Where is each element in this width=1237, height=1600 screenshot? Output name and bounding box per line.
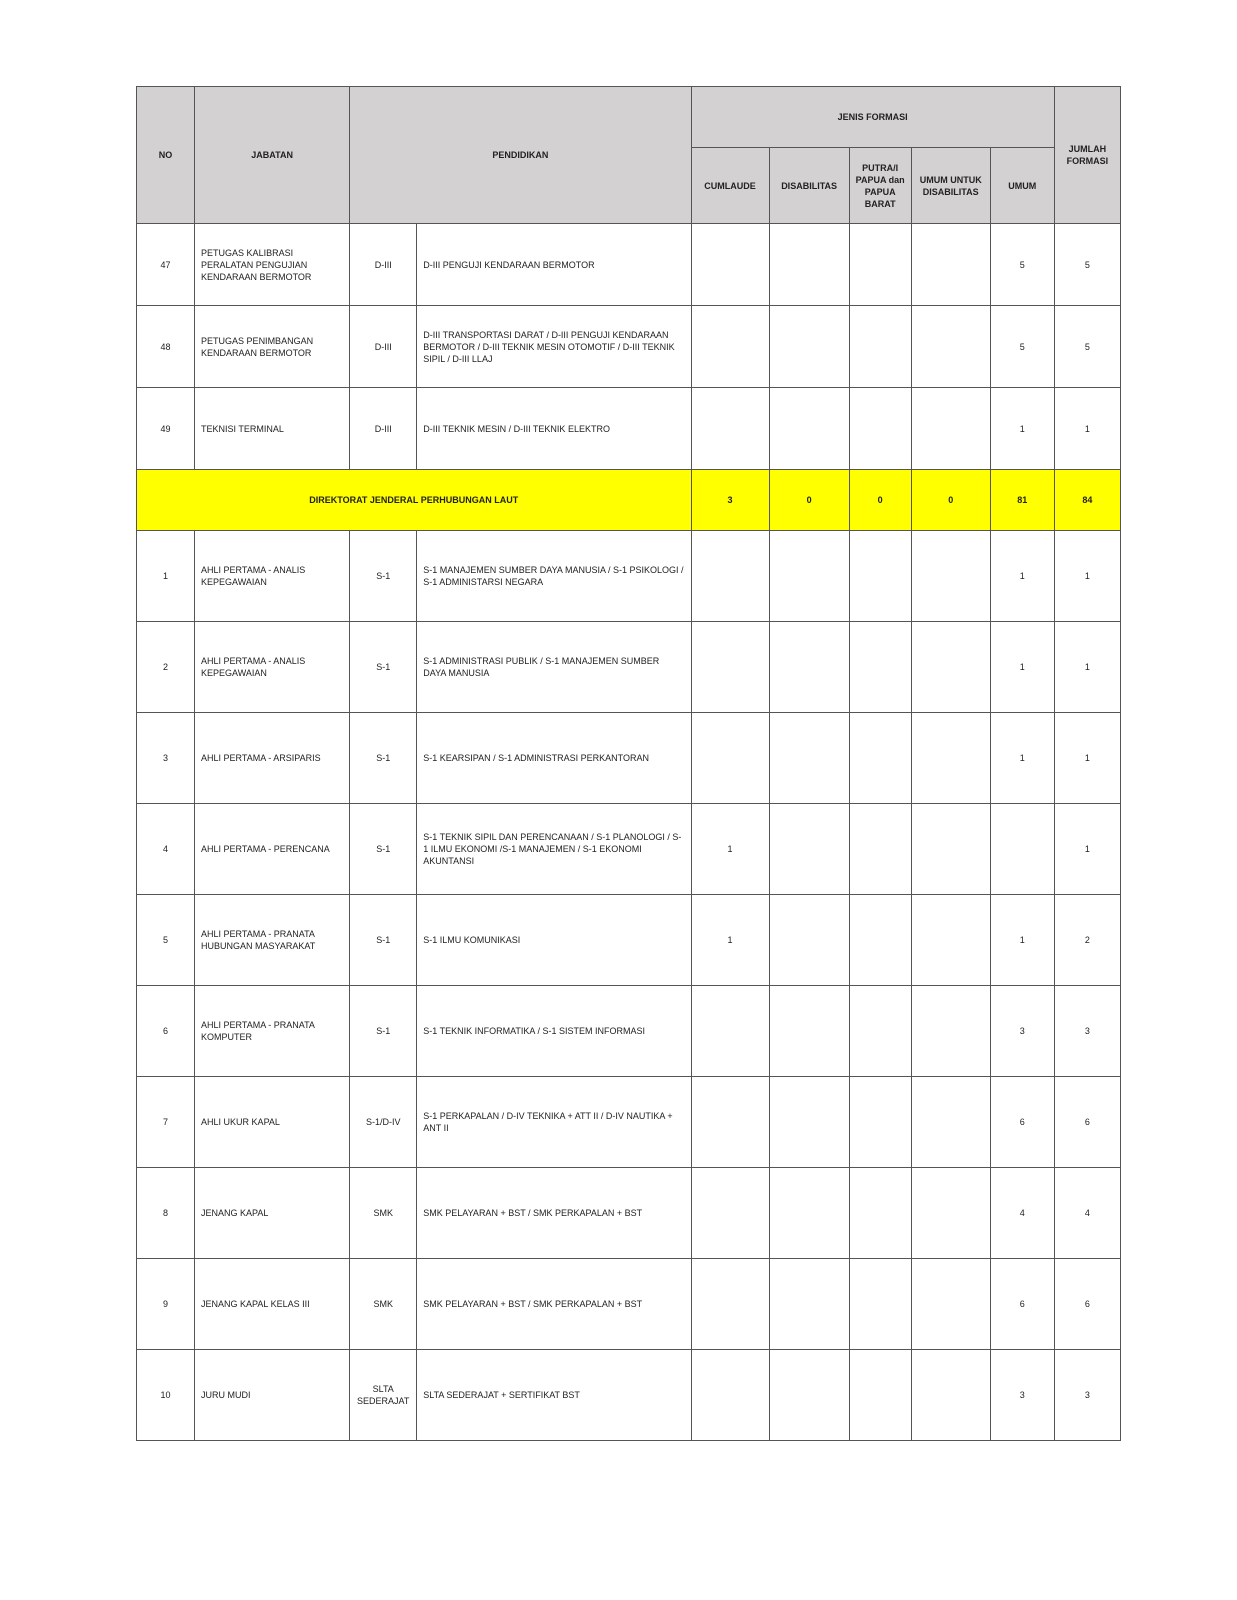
cell-papua (849, 804, 911, 895)
cell-disabilitas (769, 895, 849, 986)
header-jenis-formasi: JENIS FORMASI (691, 87, 1054, 148)
cell-papua (849, 622, 911, 713)
cell-disabilitas (769, 531, 849, 622)
cell-jabatan: JURU MUDI (195, 1350, 350, 1441)
cell-umum-disabilitas (911, 531, 990, 622)
cell-jenjang: S-1 (350, 986, 417, 1077)
cell-umum-disabilitas (911, 306, 990, 388)
directorate-papua: 0 (849, 470, 911, 531)
cell-pendidikan: S-1 MANAJEMEN SUMBER DAYA MANUSIA / S-1 PSIKOLOGI / S-1 ADMINISTARSI NEGARA (417, 531, 691, 622)
cell-cumlaude (691, 388, 769, 470)
cell-umum: 1 (990, 531, 1054, 622)
cell-jumlah: 4 (1054, 1168, 1120, 1259)
cell-no: 6 (137, 986, 195, 1077)
header-disabilitas: DISABILITAS (769, 148, 849, 224)
cell-jumlah: 6 (1054, 1077, 1120, 1168)
table-row (137, 713, 1121, 804)
cell-disabilitas (769, 804, 849, 895)
cell-papua (849, 1350, 911, 1441)
cell-papua (849, 1077, 911, 1168)
cell-jenjang: S-1 (350, 804, 417, 895)
cell-umum-disabilitas (911, 1259, 990, 1350)
cell-umum-disabilitas (911, 895, 990, 986)
cell-umum: 3 (990, 1350, 1054, 1441)
cell-no: 9 (137, 1259, 195, 1350)
table-row (137, 388, 1121, 470)
cell-umum: 1 (990, 388, 1054, 470)
cell-jabatan: TEKNISI TERMINAL (195, 388, 350, 470)
header-putra-papua: PUTRA/I PAPUA dan PAPUA BARAT (849, 148, 911, 224)
cell-cumlaude (691, 531, 769, 622)
cell-papua (849, 986, 911, 1077)
cell-jabatan: AHLI PERTAMA - PERENCANA (195, 804, 350, 895)
cell-disabilitas (769, 713, 849, 804)
table-row (137, 804, 1121, 895)
cell-jabatan: AHLI PERTAMA - ANALIS KEPEGAWAIAN (195, 622, 350, 713)
table-row (137, 224, 1121, 306)
cell-cumlaude (691, 224, 769, 306)
cell-umum: 5 (990, 224, 1054, 306)
cell-jabatan: PETUGAS KALIBRASI PERALATAN PENGUJIAN KENDARAAN BERMOTOR (195, 224, 350, 306)
directorate-summary-row (137, 470, 1121, 531)
cell-pendidikan: D-III TEKNIK MESIN / D-III TEKNIK ELEKTRO (417, 388, 691, 470)
cell-pendidikan: S-1 TEKNIK SIPIL DAN PERENCANAAN / S-1 PLANOLOGI / S-1 ILMU EKONOMI /S-1 MANAJEMEN / S-1 EKONOMI AKUNTANSI (417, 804, 691, 895)
cell-papua (849, 1259, 911, 1350)
cell-umum-disabilitas (911, 1077, 990, 1168)
cell-papua (849, 713, 911, 804)
directorate-name: DIREKTORAT JENDERAL PERHUBUNGAN LAUT (137, 470, 692, 531)
cell-cumlaude (691, 306, 769, 388)
cell-umum (990, 804, 1054, 895)
cell-cumlaude (691, 986, 769, 1077)
cell-papua (849, 1168, 911, 1259)
cell-jumlah: 2 (1054, 895, 1120, 986)
directorate-jumlah: 84 (1054, 470, 1120, 531)
cell-umum: 4 (990, 1168, 1054, 1259)
cell-papua (849, 531, 911, 622)
cell-papua (849, 306, 911, 388)
cell-cumlaude: 1 (691, 895, 769, 986)
cell-jenjang: SMK (350, 1168, 417, 1259)
cell-no: 48 (137, 306, 195, 388)
cell-jumlah: 5 (1054, 306, 1120, 388)
cell-umum-disabilitas (911, 622, 990, 713)
cell-no: 8 (137, 1168, 195, 1259)
table-row (137, 1350, 1121, 1441)
cell-jenjang: S-1 (350, 622, 417, 713)
cell-papua (849, 224, 911, 306)
cell-cumlaude (691, 622, 769, 713)
cell-umum: 6 (990, 1259, 1054, 1350)
header-pendidikan: PENDIDIKAN (350, 87, 691, 224)
cell-jumlah: 5 (1054, 224, 1120, 306)
header-cumlaude: CUMLAUDE (691, 148, 769, 224)
cell-cumlaude (691, 1350, 769, 1441)
table-row (137, 306, 1121, 388)
cell-jabatan: AHLI PERTAMA - ANALIS KEPEGAWAIAN (195, 531, 350, 622)
table-row (137, 1077, 1121, 1168)
cell-disabilitas (769, 1259, 849, 1350)
cell-jenjang: SMK (350, 1259, 417, 1350)
cell-jabatan: JENANG KAPAL (195, 1168, 350, 1259)
cell-no: 4 (137, 804, 195, 895)
cell-pendidikan: S-1 ILMU KOMUNIKASI (417, 895, 691, 986)
cell-jabatan: AHLI PERTAMA - ARSIPARIS (195, 713, 350, 804)
cell-umum-disabilitas (911, 804, 990, 895)
cell-jumlah: 1 (1054, 531, 1120, 622)
cell-pendidikan: D-III PENGUJI KENDARAAN BERMOTOR (417, 224, 691, 306)
cell-jenjang: D-III (350, 388, 417, 470)
cell-pendidikan: S-1 ADMINISTRASI PUBLIK / S-1 MANAJEMEN SUMBER DAYA MANUSIA (417, 622, 691, 713)
header-no: NO (137, 87, 195, 224)
header-umum-untuk-disabilitas: UMUM UNTUK DISABILITAS (911, 148, 990, 224)
cell-umum: 3 (990, 986, 1054, 1077)
cell-no: 47 (137, 224, 195, 306)
table-row (137, 895, 1121, 986)
cell-jabatan: PETUGAS PENIMBANGAN KENDARAAN BERMOTOR (195, 306, 350, 388)
cell-umum-disabilitas (911, 224, 990, 306)
cell-papua (849, 388, 911, 470)
cell-disabilitas (769, 1350, 849, 1441)
table-row (137, 531, 1121, 622)
cell-umum: 1 (990, 713, 1054, 804)
cell-jumlah: 3 (1054, 986, 1120, 1077)
cell-umum: 1 (990, 895, 1054, 986)
cell-pendidikan: S-1 PERKAPALAN / D-IV TEKNIKA + ATT II / D-IV NAUTIKA + ANT II (417, 1077, 691, 1168)
cell-umum: 1 (990, 622, 1054, 713)
cell-umum-disabilitas (911, 388, 990, 470)
table-row (137, 622, 1121, 713)
cell-jabatan: JENANG KAPAL KELAS III (195, 1259, 350, 1350)
cell-disabilitas (769, 622, 849, 713)
cell-cumlaude (691, 1168, 769, 1259)
cell-pendidikan: SMK PELAYARAN + BST / SMK PERKAPALAN + BST (417, 1168, 691, 1259)
cell-disabilitas (769, 986, 849, 1077)
formasi-table (136, 86, 1121, 1441)
cell-no: 7 (137, 1077, 195, 1168)
cell-jabatan: AHLI PERTAMA - PRANATA HUBUNGAN MASYARAKAT (195, 895, 350, 986)
cell-pendidikan: SLTA SEDERAJAT + SERTIFIKAT BST (417, 1350, 691, 1441)
cell-no: 49 (137, 388, 195, 470)
cell-jenjang: S-1 (350, 895, 417, 986)
cell-no: 1 (137, 531, 195, 622)
cell-jabatan: AHLI UKUR KAPAL (195, 1077, 350, 1168)
cell-disabilitas (769, 224, 849, 306)
table-row (137, 1168, 1121, 1259)
cell-jumlah: 3 (1054, 1350, 1120, 1441)
cell-disabilitas (769, 1168, 849, 1259)
cell-umum-disabilitas (911, 1168, 990, 1259)
cell-no: 3 (137, 713, 195, 804)
cell-jenjang: S-1/D-IV (350, 1077, 417, 1168)
cell-umum-disabilitas (911, 1350, 990, 1441)
cell-umum: 6 (990, 1077, 1054, 1168)
table-header (137, 87, 1121, 224)
cell-umum-disabilitas (911, 713, 990, 804)
cell-cumlaude (691, 1077, 769, 1168)
cell-jumlah: 1 (1054, 804, 1120, 895)
cell-disabilitas (769, 1077, 849, 1168)
cell-pendidikan: S-1 KEARSIPAN / S-1 ADMINISTRASI PERKANTORAN (417, 713, 691, 804)
cell-no: 5 (137, 895, 195, 986)
cell-no: 2 (137, 622, 195, 713)
cell-umum-disabilitas (911, 986, 990, 1077)
cell-disabilitas (769, 306, 849, 388)
cell-cumlaude (691, 713, 769, 804)
cell-pendidikan: S-1 TEKNIK INFORMATIKA / S-1 SISTEM INFORMASI (417, 986, 691, 1077)
directorate-umum: 81 (990, 470, 1054, 531)
directorate-disabilitas: 0 (769, 470, 849, 531)
cell-jumlah: 1 (1054, 388, 1120, 470)
cell-jenjang: S-1 (350, 531, 417, 622)
directorate-cumlaude: 3 (691, 470, 769, 531)
directorate-umum-disabilitas: 0 (911, 470, 990, 531)
cell-disabilitas (769, 388, 849, 470)
cell-jumlah: 6 (1054, 1259, 1120, 1350)
cell-jumlah: 1 (1054, 713, 1120, 804)
cell-umum: 5 (990, 306, 1054, 388)
cell-jenjang: D-III (350, 224, 417, 306)
cell-pendidikan: SMK PELAYARAN + BST / SMK PERKAPALAN + BST (417, 1259, 691, 1350)
table-body (137, 224, 1121, 1441)
cell-jabatan: AHLI PERTAMA - PRANATA KOMPUTER (195, 986, 350, 1077)
cell-jenjang: D-III (350, 306, 417, 388)
cell-jumlah: 1 (1054, 622, 1120, 713)
cell-pendidikan: D-III TRANSPORTASI DARAT / D-III PENGUJI KENDARAAN BERMOTOR / D-III TEKNIK MESIN OTOMOTIF / D-III TEKNIK SIPIL / D-III LLAJ (417, 306, 691, 388)
header-jabatan: JABATAN (195, 87, 350, 224)
cell-no: 10 (137, 1350, 195, 1441)
table-row (137, 986, 1121, 1077)
cell-cumlaude: 1 (691, 804, 769, 895)
header-umum: UMUM (990, 148, 1054, 224)
table-row (137, 1259, 1121, 1350)
cell-jenjang: SLTA SEDERAJAT (350, 1350, 417, 1441)
header-jumlah-formasi: JUMLAH FORMASI (1054, 87, 1120, 224)
cell-cumlaude (691, 1259, 769, 1350)
cell-jenjang: S-1 (350, 713, 417, 804)
cell-papua (849, 895, 911, 986)
